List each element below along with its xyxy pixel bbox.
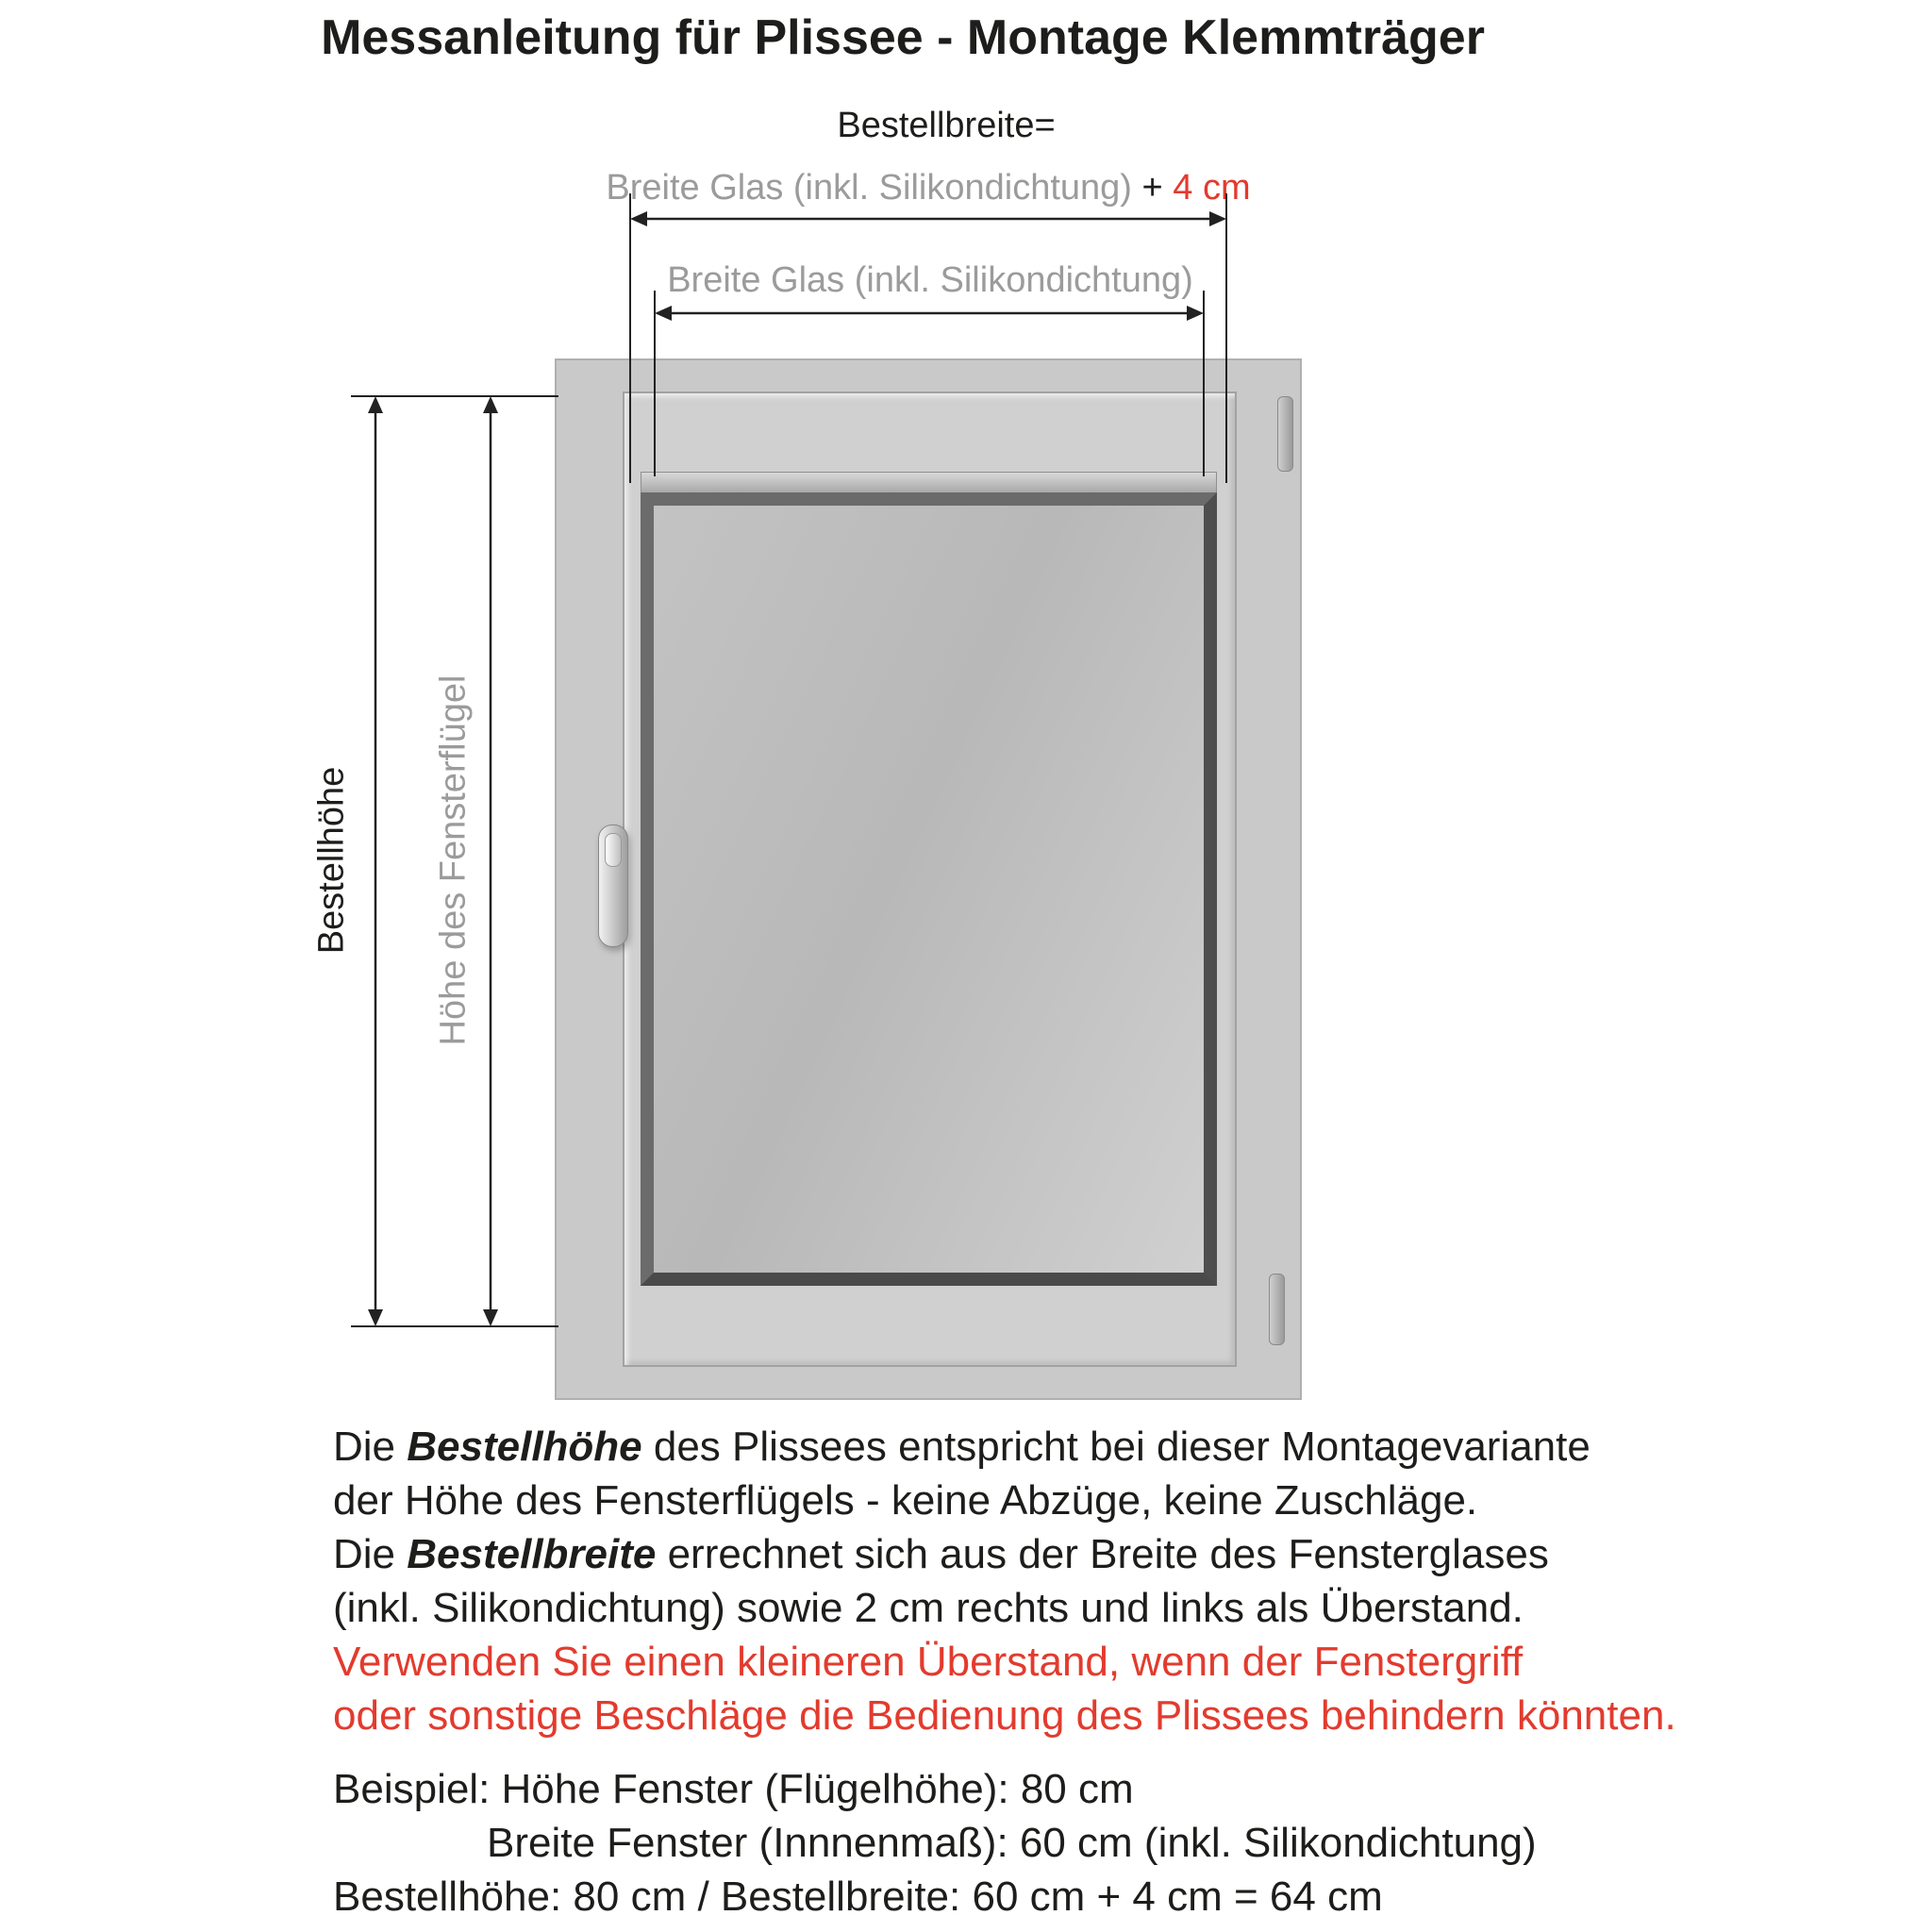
example-line-3: Bestellhöhe: 80 cm / Bestellbreite: 60 cm + 4 cm = 64 cm [333,1874,1383,1920]
text-run: des Plissees entspricht bei dieser Montagevariante [641,1424,1591,1470]
text-run: Die [333,1424,408,1470]
emphasis-bestellhoehe: Bestellhöhe [407,1424,642,1470]
arrow-head-bottom [483,1309,498,1326]
arrow-head-top [368,396,383,413]
width-formula-plus-sign: + [1131,168,1174,208]
arrow-head-left [655,306,672,321]
glass-width-label: Breite Glas (inkl. Silikondichtung) [667,260,1193,300]
width-formula-label [606,168,1250,208]
warning-line-2: oder sonstige Beschläge die Bedienung des Plissees behindern könnten. [333,1692,1676,1739]
order-width-label: Bestellbreite= [837,106,1056,145]
description-text [333,1420,1676,1742]
order-height-label: Bestellhöhe [311,766,352,955]
example-block [333,1762,1537,1924]
description-line-4: (inkl. Silikondichtung) sowie 2 cm rechts und links als Überstand. [333,1585,1524,1631]
width-formula-gray-text: Breite Glas (inkl. Silikondichtung) [606,168,1132,208]
glazing-frame [641,492,1217,1286]
width-formula-extra-red: 4 cm [1173,168,1251,208]
text-run: Die [333,1531,408,1577]
arrow-head-right [1209,211,1226,226]
arrow-head-left [630,211,647,226]
example-line-2: Breite Fenster (Innnenmaß): 60 cm (inkl. Silikondichtung) [487,1820,1537,1866]
hinge-top-icon [1277,396,1293,472]
sash-height-label: Höhe des Fensterflügel [433,675,474,1046]
arrow-head-right [1187,306,1204,321]
page-title: Messanleitung für Plissee - Montage Klemmträger [321,10,1485,65]
warning-line-1: Verwenden Sie einen kleineren Überstand, wenn der Fenstergriff [333,1639,1524,1685]
emphasis-bestellbreite: Bestellbreite [407,1531,657,1577]
sash-height-arrow [483,396,498,1326]
description-line-3 [333,1527,1676,1581]
text-run: errechnet sich aus der Breite des Fensterglases [656,1531,1549,1577]
arrow-head-top [483,396,498,413]
window-handle [598,824,628,947]
example-line-1: Beispiel: Höhe Fenster (Flügelhöhe): 80 cm [333,1766,1134,1812]
arrow-head-bottom [368,1309,383,1326]
window-handle-rosette [605,833,622,867]
hinge-bottom-icon [1269,1274,1285,1345]
description-line-2: der Höhe des Fensterflügels - keine Abzüge, keine Zuschläge. [333,1477,1478,1524]
description-line-1 [333,1420,1676,1474]
window-glass [654,506,1204,1273]
window-frame [555,358,1302,1400]
